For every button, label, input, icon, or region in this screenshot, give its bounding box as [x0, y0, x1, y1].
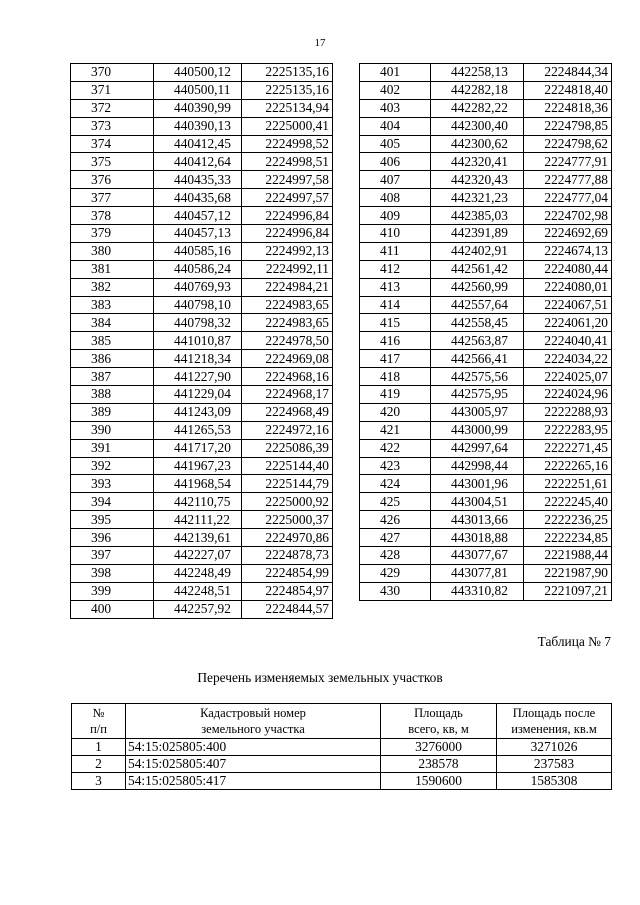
point-number: 400	[71, 600, 154, 618]
y-coordinate: 2224080,01	[524, 278, 612, 296]
table-row	[71, 439, 333, 457]
y-coordinate: 2222265,16	[524, 457, 612, 475]
point-number: 406	[360, 153, 431, 171]
point-number: 374	[71, 135, 154, 153]
point-number: 423	[360, 457, 431, 475]
cadastral-number: 54:15:025805:400	[126, 739, 381, 756]
x-coordinate: 442385,03	[431, 207, 524, 225]
header-number: № п/п	[72, 704, 126, 739]
table-row	[360, 529, 612, 547]
y-coordinate: 2224692,69	[524, 225, 612, 243]
table-row	[71, 278, 333, 296]
x-coordinate: 440798,10	[154, 296, 242, 314]
table-row	[360, 350, 612, 368]
point-number: 372	[71, 99, 154, 117]
y-coordinate: 2224777,88	[524, 171, 612, 189]
table-row	[71, 189, 333, 207]
x-coordinate: 440798,32	[154, 314, 242, 332]
table-row	[360, 582, 612, 600]
table-row	[71, 242, 333, 260]
x-coordinate: 440412,45	[154, 135, 242, 153]
table-row	[360, 117, 612, 135]
y-coordinate: 2224996,84	[242, 207, 333, 225]
x-coordinate: 440390,99	[154, 99, 242, 117]
y-coordinate: 2224674,13	[524, 242, 612, 260]
point-number: 376	[71, 171, 154, 189]
point-number: 397	[71, 547, 154, 565]
x-coordinate: 443013,66	[431, 511, 524, 529]
parcel-number: 2	[72, 756, 126, 773]
x-coordinate: 441265,53	[154, 421, 242, 439]
table-row	[71, 421, 333, 439]
y-coordinate: 2224997,57	[242, 189, 333, 207]
point-number: 371	[71, 81, 154, 99]
point-number: 413	[360, 278, 431, 296]
y-coordinate: 2224067,51	[524, 296, 612, 314]
point-number: 401	[360, 64, 431, 82]
point-number: 416	[360, 332, 431, 350]
table-row	[72, 756, 612, 773]
y-coordinate: 2224854,99	[242, 564, 333, 582]
y-coordinate: 2224844,57	[242, 600, 333, 618]
table-row	[360, 296, 612, 314]
x-coordinate: 442300,40	[431, 117, 524, 135]
y-coordinate: 2222283,95	[524, 421, 612, 439]
x-coordinate: 442110,75	[154, 493, 242, 511]
point-number: 398	[71, 564, 154, 582]
table-row	[71, 457, 333, 475]
x-coordinate: 440457,13	[154, 225, 242, 243]
y-coordinate: 2224818,40	[524, 81, 612, 99]
y-coordinate: 2222245,40	[524, 493, 612, 511]
table-row	[71, 332, 333, 350]
y-coordinate: 2225000,41	[242, 117, 333, 135]
y-coordinate: 2225135,16	[242, 81, 333, 99]
point-number: 421	[360, 421, 431, 439]
table-row	[360, 475, 612, 493]
table-row	[360, 153, 612, 171]
parcel-number: 1	[72, 739, 126, 756]
y-coordinate: 2224818,36	[524, 99, 612, 117]
parcel-number: 3	[72, 773, 126, 790]
point-number: 415	[360, 314, 431, 332]
table-row	[71, 547, 333, 565]
point-number: 385	[71, 332, 154, 350]
x-coordinate: 440769,93	[154, 278, 242, 296]
y-coordinate: 2224972,16	[242, 421, 333, 439]
x-coordinate: 442558,45	[431, 314, 524, 332]
point-number: 430	[360, 582, 431, 600]
x-coordinate: 441010,87	[154, 332, 242, 350]
table-row	[71, 564, 333, 582]
y-coordinate: 2224969,08	[242, 350, 333, 368]
y-coordinate: 2221987,90	[524, 564, 612, 582]
y-coordinate: 2225134,94	[242, 99, 333, 117]
table-row	[71, 64, 333, 82]
area-total: 1590600	[381, 773, 497, 790]
y-coordinate: 2224777,91	[524, 153, 612, 171]
y-coordinate: 2224970,86	[242, 529, 333, 547]
y-coordinate: 2224998,52	[242, 135, 333, 153]
point-number: 425	[360, 493, 431, 511]
table-row	[360, 207, 612, 225]
x-coordinate: 440457,12	[154, 207, 242, 225]
point-number: 409	[360, 207, 431, 225]
x-coordinate: 442575,56	[431, 368, 524, 386]
point-number: 426	[360, 511, 431, 529]
point-number: 393	[71, 475, 154, 493]
table-row	[71, 296, 333, 314]
point-number: 422	[360, 439, 431, 457]
x-coordinate: 442282,18	[431, 81, 524, 99]
point-number: 403	[360, 99, 431, 117]
point-number: 417	[360, 350, 431, 368]
parcels-table	[71, 703, 612, 790]
table-row	[360, 493, 612, 511]
point-number: 427	[360, 529, 431, 547]
x-coordinate: 443004,51	[431, 493, 524, 511]
point-number: 387	[71, 368, 154, 386]
x-coordinate: 443310,82	[431, 582, 524, 600]
x-coordinate: 440500,11	[154, 81, 242, 99]
point-number: 389	[71, 403, 154, 421]
table-row	[71, 171, 333, 189]
area-after: 1585308	[497, 773, 612, 790]
area-total: 238578	[381, 756, 497, 773]
y-coordinate: 2225086,39	[242, 439, 333, 457]
x-coordinate: 442575,95	[431, 386, 524, 404]
x-coordinate: 443001,96	[431, 475, 524, 493]
x-coordinate: 441227,90	[154, 368, 242, 386]
y-coordinate: 2224983,65	[242, 296, 333, 314]
table-row	[360, 368, 612, 386]
parcels-header-row	[72, 704, 612, 739]
point-number: 386	[71, 350, 154, 368]
y-coordinate: 2222236,25	[524, 511, 612, 529]
x-coordinate: 442139,61	[154, 529, 242, 547]
y-coordinate: 2224798,85	[524, 117, 612, 135]
y-coordinate: 2224854,97	[242, 582, 333, 600]
point-number: 377	[71, 189, 154, 207]
point-number: 407	[360, 171, 431, 189]
x-coordinate: 442566,41	[431, 350, 524, 368]
y-coordinate: 2224024,96	[524, 386, 612, 404]
x-coordinate: 443018,88	[431, 529, 524, 547]
x-coordinate: 442248,51	[154, 582, 242, 600]
area-after: 3271026	[497, 739, 612, 756]
point-number: 404	[360, 117, 431, 135]
y-coordinate: 2224978,50	[242, 332, 333, 350]
x-coordinate: 441218,34	[154, 350, 242, 368]
point-number: 383	[71, 296, 154, 314]
point-number: 411	[360, 242, 431, 260]
y-coordinate: 2224983,65	[242, 314, 333, 332]
point-number: 392	[71, 457, 154, 475]
table-row	[71, 493, 333, 511]
x-coordinate: 442998,44	[431, 457, 524, 475]
table-row	[71, 314, 333, 332]
header-area-after: Площадь после изменения, кв.м	[497, 704, 612, 739]
y-coordinate: 2225000,92	[242, 493, 333, 511]
x-coordinate: 440586,24	[154, 260, 242, 278]
x-coordinate: 442111,22	[154, 511, 242, 529]
x-coordinate: 442557,64	[431, 296, 524, 314]
x-coordinate: 442320,43	[431, 171, 524, 189]
table-row	[360, 564, 612, 582]
y-coordinate: 2224968,49	[242, 403, 333, 421]
table-row	[71, 350, 333, 368]
point-number: 424	[360, 475, 431, 493]
table-row	[360, 81, 612, 99]
table-row	[71, 260, 333, 278]
x-coordinate: 442391,89	[431, 225, 524, 243]
table-row	[71, 529, 333, 547]
y-coordinate: 2224798,62	[524, 135, 612, 153]
table-label: Таблица № 7	[537, 634, 611, 649]
table-row	[360, 189, 612, 207]
point-number: 405	[360, 135, 431, 153]
x-coordinate: 443000,99	[431, 421, 524, 439]
point-number: 399	[71, 582, 154, 600]
y-coordinate: 2224984,21	[242, 278, 333, 296]
y-coordinate: 2225135,16	[242, 64, 333, 82]
y-coordinate: 2225144,79	[242, 475, 333, 493]
point-number: 390	[71, 421, 154, 439]
table-row	[71, 225, 333, 243]
cadastral-number: 54:15:025805:417	[126, 773, 381, 790]
x-coordinate: 441968,54	[154, 475, 242, 493]
point-number: 394	[71, 493, 154, 511]
y-coordinate: 2222234,85	[524, 529, 612, 547]
x-coordinate: 442320,41	[431, 153, 524, 171]
x-coordinate: 440435,33	[154, 171, 242, 189]
table-row	[360, 511, 612, 529]
y-coordinate: 2221988,44	[524, 547, 612, 565]
point-number: 402	[360, 81, 431, 99]
point-number: 373	[71, 117, 154, 135]
point-number: 412	[360, 260, 431, 278]
table-row	[71, 600, 333, 618]
point-number: 395	[71, 511, 154, 529]
table-row	[72, 739, 612, 756]
y-coordinate: 2224878,73	[242, 547, 333, 565]
table-row	[72, 773, 612, 790]
table-row	[71, 207, 333, 225]
area-total: 3276000	[381, 739, 497, 756]
x-coordinate: 440585,16	[154, 242, 242, 260]
table-title: Перечень изменяемых земельных участков	[197, 670, 443, 685]
table-row	[71, 99, 333, 117]
table-row	[360, 99, 612, 117]
x-coordinate: 442282,22	[431, 99, 524, 117]
table-row	[71, 475, 333, 493]
y-coordinate: 2224997,58	[242, 171, 333, 189]
table-row	[360, 135, 612, 153]
x-coordinate: 442561,42	[431, 260, 524, 278]
table-row	[71, 135, 333, 153]
y-coordinate: 2224080,44	[524, 260, 612, 278]
y-coordinate: 2224998,51	[242, 153, 333, 171]
table-row	[360, 260, 612, 278]
point-number: 381	[71, 260, 154, 278]
coordinates-table-left	[70, 63, 333, 619]
table-row	[360, 171, 612, 189]
x-coordinate: 440435,68	[154, 189, 242, 207]
header-area-total: Площадь всего, кв, м	[381, 704, 497, 739]
y-coordinate: 2225000,37	[242, 511, 333, 529]
y-coordinate: 2224844,34	[524, 64, 612, 82]
point-number: 391	[71, 439, 154, 457]
point-number: 410	[360, 225, 431, 243]
y-coordinate: 2224968,17	[242, 386, 333, 404]
y-coordinate: 2222271,45	[524, 439, 612, 457]
x-coordinate: 443005,97	[431, 403, 524, 421]
coordinates-table-right	[359, 63, 612, 601]
point-number: 419	[360, 386, 431, 404]
table-row	[360, 403, 612, 421]
y-coordinate: 2224702,98	[524, 207, 612, 225]
x-coordinate: 442300,62	[431, 135, 524, 153]
x-coordinate: 441967,23	[154, 457, 242, 475]
x-coordinate: 443077,67	[431, 547, 524, 565]
y-coordinate: 2225144,40	[242, 457, 333, 475]
point-number: 382	[71, 278, 154, 296]
x-coordinate: 442248,49	[154, 564, 242, 582]
y-coordinate: 2224025,07	[524, 368, 612, 386]
point-number: 388	[71, 386, 154, 404]
table-row	[71, 368, 333, 386]
table-row	[360, 547, 612, 565]
point-number: 379	[71, 225, 154, 243]
point-number: 370	[71, 64, 154, 82]
point-number: 429	[360, 564, 431, 582]
header-cadastral-number: Кадастровый номер земельного участка	[126, 704, 381, 739]
point-number: 420	[360, 403, 431, 421]
page-number: 17	[314, 37, 326, 49]
y-coordinate: 2224968,16	[242, 368, 333, 386]
x-coordinate: 440390,13	[154, 117, 242, 135]
y-coordinate: 2224040,41	[524, 332, 612, 350]
y-coordinate: 2224996,84	[242, 225, 333, 243]
x-coordinate: 441243,09	[154, 403, 242, 421]
y-coordinate: 2224992,11	[242, 260, 333, 278]
x-coordinate: 442321,23	[431, 189, 524, 207]
table-row	[360, 332, 612, 350]
x-coordinate: 442563,87	[431, 332, 524, 350]
point-number: 414	[360, 296, 431, 314]
cadastral-number: 54:15:025805:407	[126, 756, 381, 773]
point-number: 375	[71, 153, 154, 171]
table-row	[360, 64, 612, 82]
table-row	[71, 582, 333, 600]
table-row	[360, 457, 612, 475]
x-coordinate: 442257,92	[154, 600, 242, 618]
x-coordinate: 441229,04	[154, 386, 242, 404]
table-row	[71, 511, 333, 529]
point-number: 428	[360, 547, 431, 565]
table-row	[360, 314, 612, 332]
point-number: 384	[71, 314, 154, 332]
point-number: 408	[360, 189, 431, 207]
x-coordinate: 443077,81	[431, 564, 524, 582]
y-coordinate: 2224992,13	[242, 242, 333, 260]
point-number: 380	[71, 242, 154, 260]
x-coordinate: 442402,91	[431, 242, 524, 260]
table-row	[360, 439, 612, 457]
table-row	[360, 421, 612, 439]
x-coordinate: 440500,12	[154, 64, 242, 82]
table-row	[360, 225, 612, 243]
table-row	[71, 403, 333, 421]
y-coordinate: 2222251,61	[524, 475, 612, 493]
point-number: 396	[71, 529, 154, 547]
y-coordinate: 2224777,04	[524, 189, 612, 207]
table-row	[360, 386, 612, 404]
x-coordinate: 441717,20	[154, 439, 242, 457]
x-coordinate: 442997,64	[431, 439, 524, 457]
x-coordinate: 442258,13	[431, 64, 524, 82]
point-number: 418	[360, 368, 431, 386]
y-coordinate: 2222288,93	[524, 403, 612, 421]
x-coordinate: 442560,99	[431, 278, 524, 296]
y-coordinate: 2224061,20	[524, 314, 612, 332]
table-row	[71, 153, 333, 171]
table-row	[360, 278, 612, 296]
area-after: 237583	[497, 756, 612, 773]
table-row	[360, 242, 612, 260]
y-coordinate: 2224034,22	[524, 350, 612, 368]
y-coordinate: 2221097,21	[524, 582, 612, 600]
x-coordinate: 442227,07	[154, 547, 242, 565]
x-coordinate: 440412,64	[154, 153, 242, 171]
table-row	[71, 81, 333, 99]
table-row	[71, 386, 333, 404]
table-row	[71, 117, 333, 135]
point-number: 378	[71, 207, 154, 225]
